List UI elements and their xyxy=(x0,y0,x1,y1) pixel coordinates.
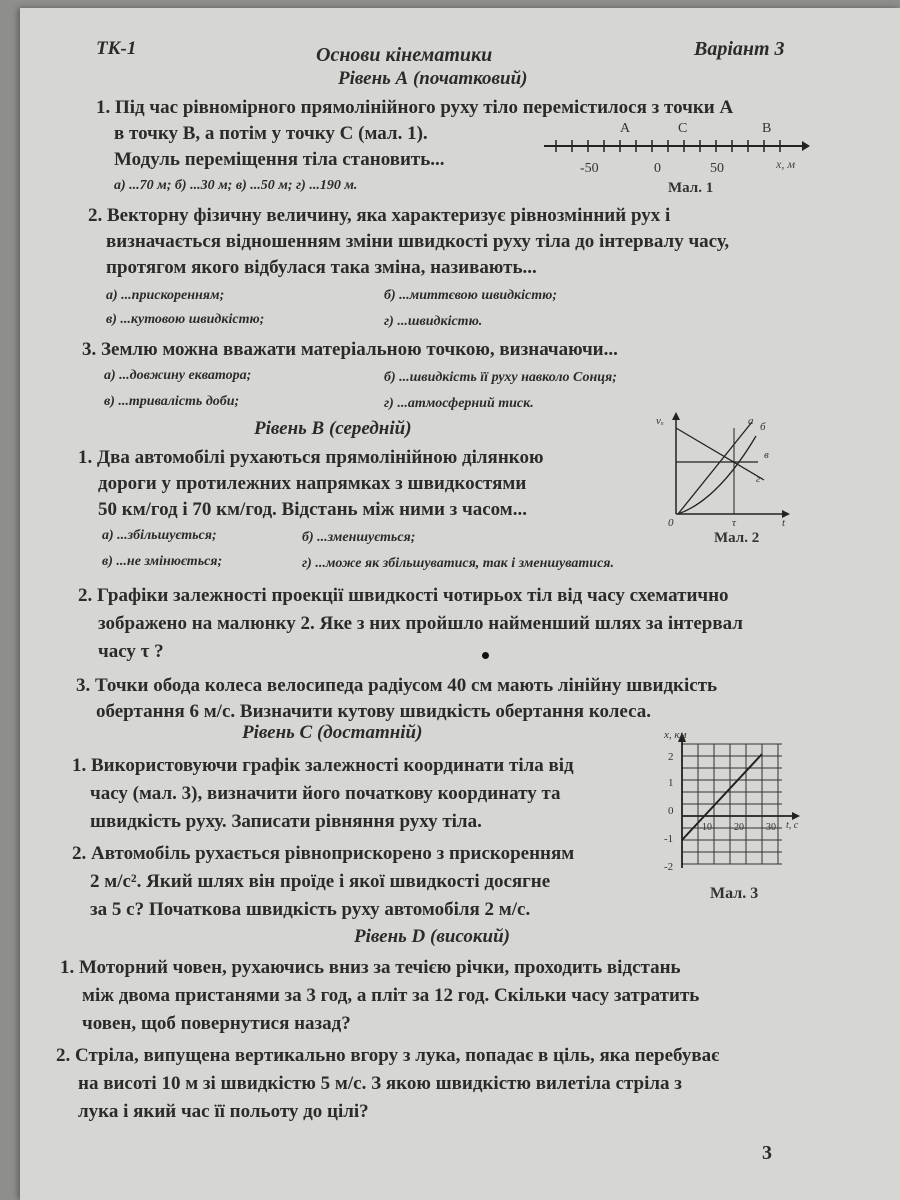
fig3-x-tick-20: 20 xyxy=(734,822,744,833)
question-b2-line2: зображено на малюнку 2. Яке з них пройшло найменший шлях за інтервал xyxy=(98,613,743,634)
question-a2-line1: 2. Векторну фізичну величину, яка характеризує рівнозмінний рух і xyxy=(88,205,671,226)
question-a1-line1: 1. Під час рівномірного прямолінійного руху тіло перемістилося з точки А xyxy=(96,97,734,118)
question-b1-option-a: а) ...збільшується; xyxy=(102,528,217,543)
question-a1-line2: в точку В, а потім у точку С (мал. 1). xyxy=(114,123,428,144)
question-a3-line1: 3. Землю можна вважати матеріальною точкою, визначаючи... xyxy=(82,339,618,360)
figure-2-velocity-graph xyxy=(648,410,798,546)
fig3-x-label: t, с xyxy=(786,820,799,831)
fig3-graph-line xyxy=(682,754,762,840)
question-a2-option-b: б) ...миттєвою швидкістю; xyxy=(384,288,558,303)
question-c2-line2: 2 м/с². Який шлях він проїде і якої швидкості досягне xyxy=(90,871,551,892)
question-b2-line3: часу τ ? xyxy=(98,641,164,662)
question-a3-option-a: а) ...довжину екватора; xyxy=(104,368,252,383)
fig2-label-v: в xyxy=(764,449,769,461)
variant-label: Варіант 3 xyxy=(694,38,785,60)
fig1-tick-50: 50 xyxy=(710,161,724,176)
fig2-x-label: t xyxy=(782,517,786,529)
fig3-y-tick-1: 1 xyxy=(668,777,674,789)
question-a3-option-c: в) ...тривалість доби; xyxy=(104,394,240,409)
fig1-axis-label: x, м xyxy=(776,157,795,171)
page-number: 3 xyxy=(762,1142,772,1164)
question-b1-option-b: б) ...зменшується; xyxy=(302,530,416,545)
fig2-label-b: б xyxy=(760,421,766,433)
level-a-heading: Рівень А (початковий) xyxy=(338,68,528,89)
fig3-y-tick-2: 2 xyxy=(668,751,674,763)
question-d2-line1: 2. Стріла, випущена вертикально вгору з лука, попадає в ціль, яка перебуває xyxy=(56,1045,720,1066)
worksheet-page xyxy=(20,8,900,1200)
question-c2-line3: за 5 с? Початкова швидкість руху автомобіля 2 м/с. xyxy=(90,899,531,920)
level-c-heading: Рівень С (достатній) xyxy=(242,722,423,743)
fig3-y-tick-minus2: -2 xyxy=(664,861,674,873)
question-d2-line3: лука і який час її польоту до цілі? xyxy=(78,1101,369,1122)
question-d1-line1: 1. Моторний човен, рухаючись вниз за течією річки, проходить відстань xyxy=(60,957,681,978)
fig2-curve-decreasing xyxy=(676,428,764,480)
level-d-heading: Рівень D (високий) xyxy=(354,926,510,947)
fig2-label-g: г xyxy=(756,473,761,485)
fig2-tau: τ xyxy=(732,517,736,529)
question-a2-line2: визначається відношенням зміни швидкості руху тіла до інтервалу часу, xyxy=(106,231,730,252)
fig3-y-tick-0: 0 xyxy=(668,805,674,817)
fig1-tick-0: 0 xyxy=(654,161,661,176)
question-b1-line3: 50 км/год і 70 км/год. Відстань між ними з часом... xyxy=(98,499,528,520)
fig3-x-tick-10: 10 xyxy=(702,822,712,833)
question-a2-line3: протягом якого відбулася така зміна, називають... xyxy=(106,257,537,278)
question-b1-line2: дороги у протилежних напрямках з швидкостями xyxy=(98,473,527,494)
fig1-caption: Мал. 1 xyxy=(668,180,714,196)
fig1-tick-minus50: -50 xyxy=(580,161,599,176)
question-d2-line2: на висоті 10 м зі швидкістю 5 м/с. З якою швидкістю вилетіла стріла з xyxy=(78,1073,682,1094)
page-title: Основи кінематики xyxy=(316,44,493,66)
fig2-curve-b xyxy=(678,436,756,514)
question-b2-line1: 2. Графіки залежності проекції швидкості чотирьох тіл від часу схематично xyxy=(78,585,729,606)
fig3-y-tick-minus1: -1 xyxy=(664,833,674,845)
question-b1-option-c: в) ...не змінюється; xyxy=(102,554,223,569)
fig3-y-label: x, км xyxy=(664,729,687,741)
question-a1-line3: Модуль переміщення тіла становить... xyxy=(114,149,445,170)
question-a3-option-b: б) ...швидкість її руху навколо Сонця; xyxy=(384,370,617,385)
question-c1-line3: швидкість руху. Записати рівняння руху тіла. xyxy=(90,811,482,832)
fig1-point-b: В xyxy=(762,121,772,136)
fig3-caption: Мал. 3 xyxy=(710,885,759,902)
question-a2-option-a: а) ...прискоренням; xyxy=(106,288,225,303)
level-b-heading: Рівень В (середній) xyxy=(254,418,412,439)
test-code: ТК-1 xyxy=(96,38,137,59)
fig2-y-label: vₓ xyxy=(656,415,665,427)
ink-dot xyxy=(482,652,489,659)
fig2-origin: 0 xyxy=(668,517,674,529)
question-b1-option-d: г) ...може як збільшуватися, так і зменшуватися. xyxy=(302,556,614,571)
question-a2-option-c: в) ...кутовою швидкістю; xyxy=(106,312,265,327)
question-d1-line3: човен, щоб повернутися назад? xyxy=(82,1013,351,1034)
question-a3-option-d: г) ...атмосферний тиск. xyxy=(384,396,534,411)
fig1-point-c: С xyxy=(678,121,688,136)
question-a2-option-d: г) ...швидкістю. xyxy=(384,314,483,329)
question-a1-options: а) ...70 м; б) ...30 м; в) ...50 м; г) ...190 м. xyxy=(114,178,358,193)
fig1-axis-arrow xyxy=(802,141,810,151)
fig2-label-a: а xyxy=(748,415,754,427)
question-c2-line1: 2. Автомобіль рухається рівноприскорено з прискоренням xyxy=(72,843,575,864)
question-b1-line1: 1. Два автомобілі рухаються прямолінійною ділянкою xyxy=(78,447,544,468)
question-d1-line2: між двома пристанями за 3 год, а пліт за 12 год. Скільки часу затратить xyxy=(82,985,700,1006)
question-c1-line1: 1. Використовуючи графік залежності координати тіла від xyxy=(72,755,574,776)
question-b3-line1: 3. Точки обода колеса велосипеда радіусом 40 см мають лінійну швидкість xyxy=(76,675,718,696)
fig2-caption: Мал. 2 xyxy=(714,530,760,546)
figure-1-number-line xyxy=(540,112,810,200)
fig1-point-a: А xyxy=(620,121,631,136)
question-c1-line2: часу (мал. 3), визначити його початкову координату та xyxy=(90,783,561,804)
question-b3-line2: обертання 6 м/с. Визначити кутову швидкість обертання колеса. xyxy=(96,701,651,722)
fig3-x-tick-30: 30 xyxy=(766,822,776,833)
figure-3-coordinate-graph xyxy=(640,728,820,908)
